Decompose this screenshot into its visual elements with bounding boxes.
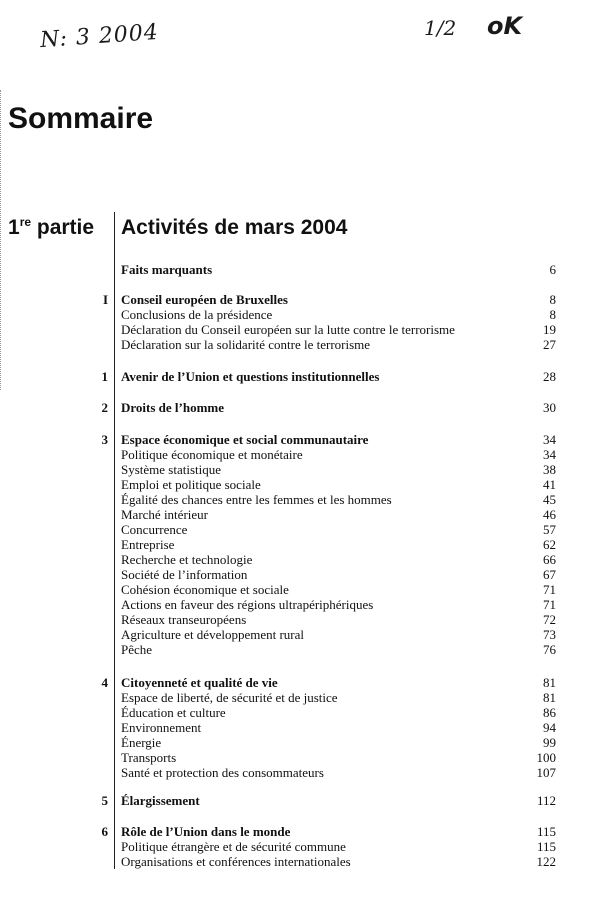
toc-entry-row xyxy=(121,477,556,492)
toc-entry-title: Cohésion économique et sociale xyxy=(121,582,289,597)
toc-chapter-row xyxy=(121,262,556,277)
toc-page-number: 34 xyxy=(543,447,556,462)
handwritten-issue-number: N: 3 2004 xyxy=(39,19,160,54)
toc-chapter-row xyxy=(121,793,556,808)
toc-entry-row xyxy=(121,337,556,352)
toc-page-number: 94 xyxy=(543,720,556,735)
toc-entry-title: Organisations et conférences internationales xyxy=(121,854,351,869)
toc-entry-title: Marché intérieur xyxy=(121,507,208,522)
toc-chapter-number: 1 xyxy=(101,369,108,384)
toc-entry-title: Faits marquants xyxy=(121,262,213,277)
toc-entry-row xyxy=(121,705,556,720)
toc-entry-title: Politique étrangère et de sécurité commune xyxy=(121,839,346,854)
toc-page-number: 72 xyxy=(543,612,556,627)
toc-entry-row xyxy=(121,720,556,735)
toc-chapter-row xyxy=(121,292,556,307)
toc-entry-row xyxy=(121,462,556,477)
toc-chapter-number: 5 xyxy=(101,793,108,808)
toc-entry-row xyxy=(121,552,556,567)
toc-page-number: 112 xyxy=(536,793,556,808)
toc-entry-row xyxy=(121,492,556,507)
toc-chapter-row xyxy=(121,400,556,415)
toc-page-number: 122 xyxy=(536,854,556,869)
toc-entry-row xyxy=(121,735,556,750)
toc-entry-title: Rôle de l’Union dans le monde xyxy=(121,824,291,839)
toc-entry-title: Concurrence xyxy=(121,522,188,537)
toc-entry-row xyxy=(121,582,556,597)
toc-page-number: 66 xyxy=(543,552,556,567)
toc-entry-title: Environnement xyxy=(121,720,202,735)
toc-entry-title: Déclaration du Conseil européen sur la lutte contre le terrorisme xyxy=(121,322,455,337)
toc-entry-row xyxy=(121,322,556,337)
toc-entry-title: Système statistique xyxy=(121,462,222,477)
toc-page-number: 41 xyxy=(543,477,556,492)
toc-page-number: 27 xyxy=(543,337,556,352)
toc-page-number: 45 xyxy=(543,492,556,507)
toc-page-number: 100 xyxy=(536,750,556,765)
toc-page-number: 34 xyxy=(543,432,556,447)
toc-page-number: 8 xyxy=(549,292,556,307)
toc-chapter-row xyxy=(121,369,556,384)
toc-entry-row xyxy=(121,522,556,537)
toc-chapter-row xyxy=(121,432,556,447)
toc-entry-title: Recherche et technologie xyxy=(121,552,253,567)
toc-entry-row xyxy=(121,642,556,657)
toc-entry-row xyxy=(121,567,556,582)
toc-page-number: 76 xyxy=(543,642,556,657)
toc-chapter-number: 2 xyxy=(101,400,108,415)
toc-entry-title: Politique économique et monétaire xyxy=(121,447,303,462)
part-suffix: re xyxy=(19,215,32,229)
toc-entry-row xyxy=(121,612,556,627)
toc-entry-row xyxy=(121,839,556,854)
part-number: 1 xyxy=(8,216,20,239)
toc-entry-row xyxy=(121,447,556,462)
toc-entry-title: Emploi et politique sociale xyxy=(121,477,261,492)
toc-entry-title: Éducation et culture xyxy=(121,705,226,720)
toc-entry-title: Citoyenneté et qualité de vie xyxy=(121,675,278,690)
toc-entry-title: Réseaux transeuropéens xyxy=(121,612,247,627)
toc-page-number: 67 xyxy=(543,567,556,582)
toc-entry-title: Avenir de l’Union et questions institutionnelles xyxy=(121,369,380,384)
toc-chapter-row xyxy=(121,675,556,690)
scan-edge-mark xyxy=(0,90,3,390)
part-label xyxy=(8,215,94,240)
toc-chapter-row xyxy=(121,824,556,839)
toc-page-number: 30 xyxy=(543,400,556,415)
toc-divider-line xyxy=(114,212,115,869)
section-title: Activités de mars 2004 xyxy=(121,216,348,239)
toc-page-number: 8 xyxy=(549,307,556,322)
toc-page-number: 6 xyxy=(549,262,556,277)
toc-entry-row xyxy=(121,854,556,869)
toc-entry-row xyxy=(121,627,556,642)
toc-entry-title: Déclaration sur la solidarité contre le terrorisme xyxy=(121,337,371,352)
toc-page-number: 46 xyxy=(543,507,556,522)
toc-entry-row xyxy=(121,750,556,765)
toc-entry-title: Entreprise xyxy=(121,537,175,552)
toc-chapter-number: 3 xyxy=(101,432,108,447)
handwritten-ok-mark: oK xyxy=(487,12,523,40)
toc-page-number: 81 xyxy=(543,675,556,690)
toc-entry-title: Droits de l’homme xyxy=(121,400,225,415)
toc-page-number: 62 xyxy=(543,537,556,552)
toc-entry-title: Actions en faveur des régions ultrapériphériques xyxy=(121,597,374,612)
toc-entry-row xyxy=(121,307,556,322)
toc-page-number: 71 xyxy=(543,582,556,597)
toc-entry-title: Égalité des chances entre les femmes et les hommes xyxy=(121,492,392,507)
toc-page-number: 19 xyxy=(543,322,556,337)
handwritten-page-fraction: 1/2 xyxy=(424,16,457,40)
toc-page-number: 73 xyxy=(543,627,556,642)
toc-entry-title: Conseil européen de Bruxelles xyxy=(121,292,288,307)
toc-entry-title: Énergie xyxy=(121,735,162,750)
toc-entry-title: Agriculture et développement rural xyxy=(121,627,305,642)
toc-entry-row xyxy=(121,690,556,705)
toc-page-number: 57 xyxy=(543,522,556,537)
toc-page-number: 107 xyxy=(536,765,556,780)
toc-chapter-number: 4 xyxy=(101,675,108,690)
toc-entry-title: Espace de liberté, de sécurité et de justice xyxy=(121,690,338,705)
toc-entry-title: Transports xyxy=(121,750,177,765)
toc-entry-title: Élargissement xyxy=(121,793,200,808)
toc-page-number: 115 xyxy=(536,839,556,854)
toc-entry-title: Conclusions de la présidence xyxy=(121,307,273,322)
toc-entry-title: Pêche xyxy=(121,642,153,657)
toc-entry-row xyxy=(121,765,556,780)
toc-page-number: 71 xyxy=(543,597,556,612)
toc-entry-title: Espace économique et social communautaire xyxy=(121,432,369,447)
toc-chapter-number: 6 xyxy=(101,824,108,839)
toc-page-number: 115 xyxy=(536,824,556,839)
part-word: partie xyxy=(36,216,95,239)
toc-entry-row xyxy=(121,507,556,522)
toc-page-number: 86 xyxy=(543,705,556,720)
toc-page-number: 38 xyxy=(543,462,556,477)
toc-entry-title: Santé et protection des consommateurs xyxy=(121,765,324,780)
toc-entry-title: Société de l’information xyxy=(121,567,248,582)
toc-page-number: 99 xyxy=(543,735,556,750)
toc-page-number: 28 xyxy=(543,369,556,384)
toc-page-number: 81 xyxy=(543,690,556,705)
toc-entry-row xyxy=(121,597,556,612)
toc-chapter-number: I xyxy=(102,292,108,307)
page-title: Sommaire xyxy=(8,102,154,135)
toc-entry-row xyxy=(121,537,556,552)
